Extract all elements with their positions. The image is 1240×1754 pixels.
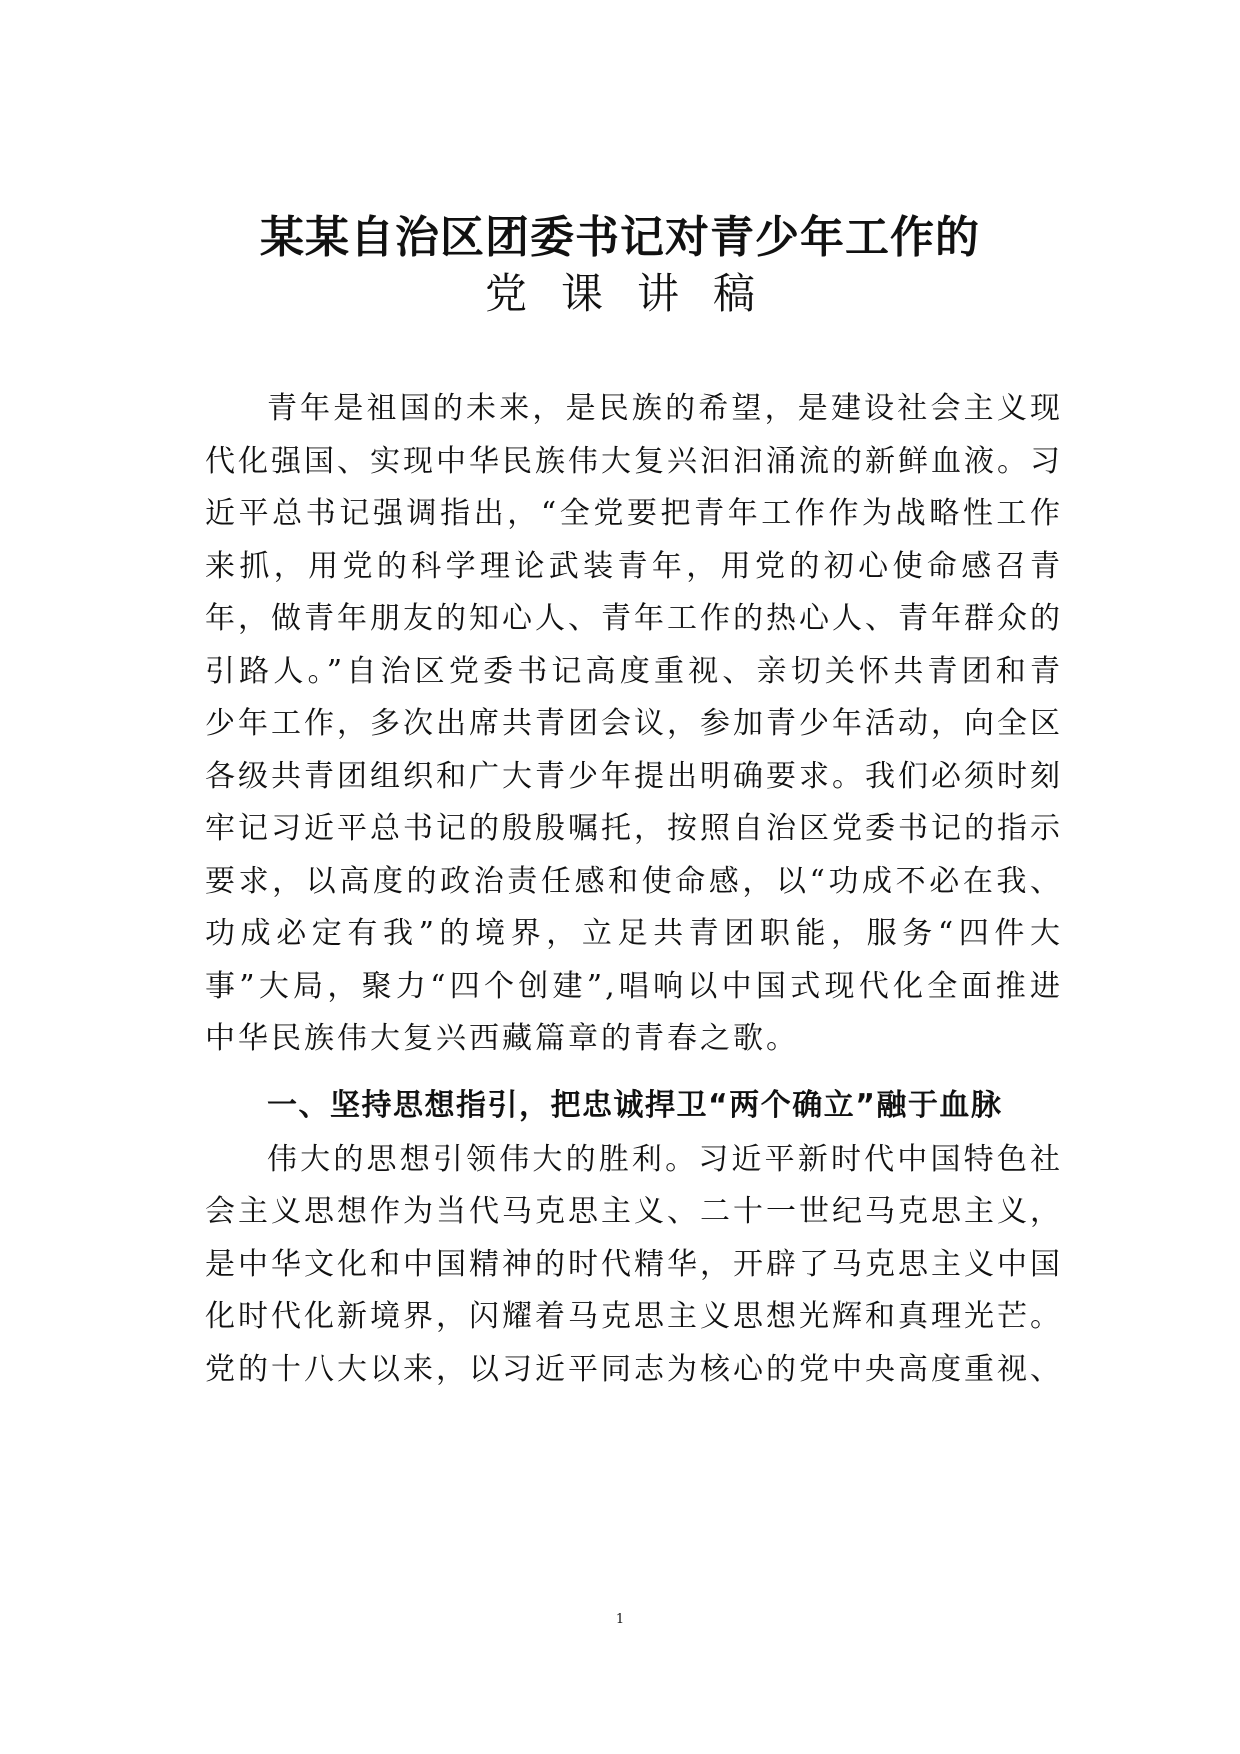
- page-number: 1: [615, 1612, 625, 1627]
- paragraph-section-1: 伟大的思想引领伟大的胜利。习近平新时代中国特色社会主义思想作为当代马克思主义、二十一世纪马克思主义，是中华文化和中国精神的时代精华，开辟了马克思主义中国化时代化新境界，闪耀着马克思主义思想光辉和真理光芒。党的十八大以来，以习近平同志为核心的党中央高度重视、: [205, 1141, 1063, 1387]
- document-body: [205, 383, 1063, 1396]
- title-line-2: 党课讲稿: [484, 269, 789, 318]
- paragraph-intro: 青年是祖国的未来，是民族的希望，是建设社会主义现代化强国、实现中华民族伟大复兴汩汩涌流的新鲜血液。习近平总书记强调指出，“全党要把青年工作作为战略性工作来抓，用党的科学理论武装青年，用党的初心使命感召青年，做青年朋友的知心人、青年工作的热心人、青年群众的引路人。”自治区党委书记高度重视、亲切关怀共青团和青少年工作，多次出席共青团会议，参加青少年活动，向全区各级共青团组织和广大青少年提出明确要求。我们必须时刻牢记习近平总书记的殷殷嘱托，按照自治区党委书记的指示要求，以高度的政治责任感和使命感，以“功成不必在我、功成必定有我”的境界，立足共青团职能，服务“四件大事”大局，聚力“四个创建”,唱响以中国式现代化全面推进中华民族伟大复兴西藏篇章的青春之歌。: [205, 391, 1063, 1056]
- document-title: [0, 210, 1240, 322]
- section-heading-1: 一、坚持思想指引，把忠诚捍卫“两个确立”融于血脉: [267, 1087, 1003, 1123]
- title-line-1: 某某自治区团委书记对青少年工作的: [260, 212, 980, 263]
